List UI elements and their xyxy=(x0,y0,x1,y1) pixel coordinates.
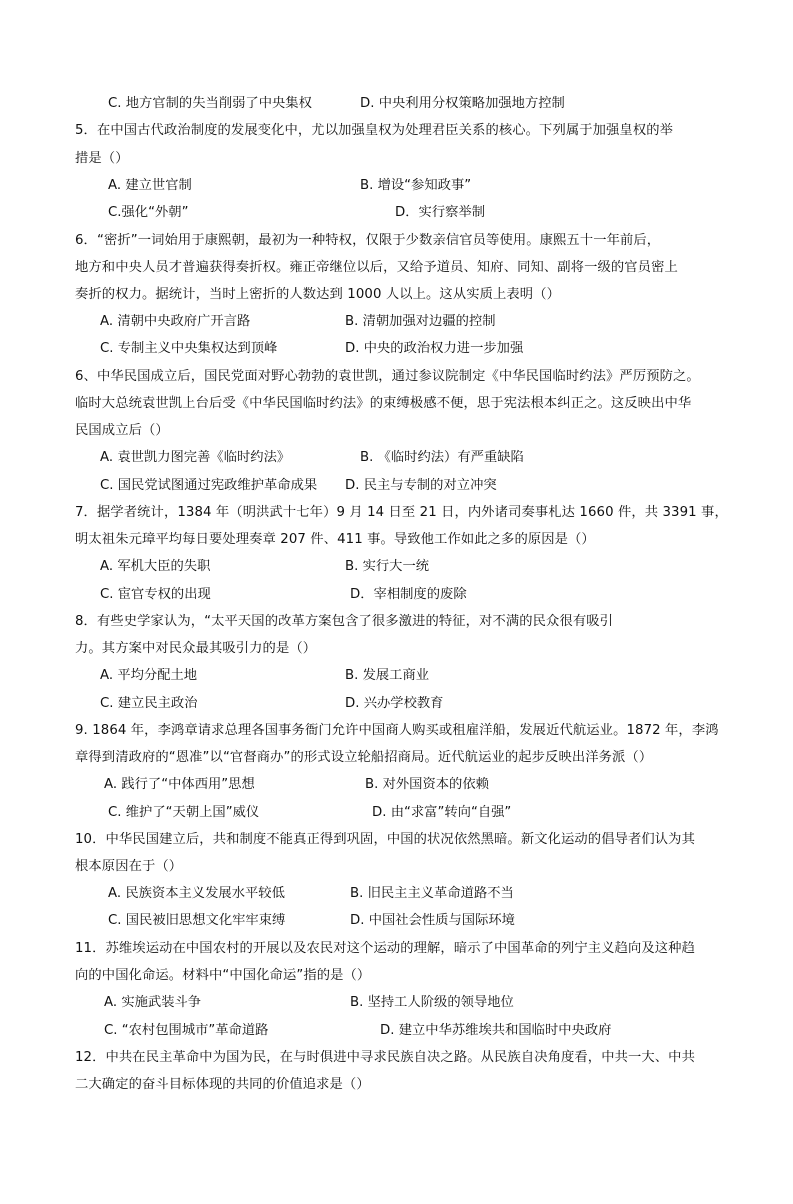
option-b: B. 清朝加强对边疆的控制 xyxy=(345,314,496,329)
question-9-stem: 9. 1864 年，李鸿章请求总理各国事务衙门允许中国商人购买或租雇洋船，发展近代航运业。1872 年，李鸿 xyxy=(75,723,719,738)
option-b: B. 对外国资本的依赖 xyxy=(365,777,489,792)
option-b: B. 坚持工人阶级的领导地位 xyxy=(350,995,514,1010)
question-7-stem-cont: 明太祖朱元璋平均每日要处理奏章 207 件、411 事。导致他工作如此之多的原因是（） xyxy=(75,532,595,547)
question-6b-stem-cont: 民国成立后（） xyxy=(75,423,169,438)
option-a: A. 清朝中央政府广开言路 xyxy=(100,314,251,329)
option-a: A. 民族资本主义发展水平较低 xyxy=(108,886,285,901)
option-c: C.强化“外朝” xyxy=(108,205,189,220)
question-6b-stem: 6、中华民国成立后，国民党面对野心勃勃的袁世凯，通过参议院制定《中华民国临时约法》严厉预防之。 xyxy=(75,369,700,384)
option-b: B. 《临时约法）有严重缺陷 xyxy=(360,450,524,465)
option-a: A. 实施武装斗争 xyxy=(104,995,202,1010)
option-d: D. 兴办学校教育 xyxy=(345,696,444,711)
option-a: A. 平均分配土地 xyxy=(100,668,198,683)
question-9-stem-cont: 章得到清政府的“恩准”以“官督商办”的形式设立轮船招商局。近代航运业的起步反映出洋务派（） xyxy=(75,750,653,765)
question-7-stem: 7．据学者统计，1384 年（明洪武十七年）9 月 14 日至 21 日，内外诸司奏事札达 1660 件，共 3391 事， xyxy=(75,505,728,520)
option-d: D．宰相制度的废除 xyxy=(350,587,467,602)
option-a: A. 袁世凯力图完善《临时约法》 xyxy=(100,450,291,465)
option-c: C. 专制主义中央集权达到顶峰 xyxy=(100,341,278,356)
question-5-stem-cont: 措是（） xyxy=(75,151,129,166)
question-11-stem: 11．苏维埃运动在中国农村的开展以及农民对这个运动的理解，暗示了中国革命的列宁主义趋向及这种趋 xyxy=(75,941,695,956)
question-8-stem-cont: 力。其方案中对民众最其吸引力的是（） xyxy=(75,641,317,656)
option-d: D. 民主与专制的对立冲突 xyxy=(345,478,497,493)
question-10-stem-cont: 根本原因在于（） xyxy=(75,859,183,874)
option-b: B. 发展工商业 xyxy=(345,668,430,683)
option-b: B. 实行大一统 xyxy=(345,559,430,574)
question-6b-stem-cont: 临时大总统袁世凯上台后受《中华民国临时约法》的束缚极感不便，思于宪法根本纠正之。这反映出中华 xyxy=(75,396,692,411)
question-11-stem-cont: 向的中国化命运。材料中“中国化命运”指的是（） xyxy=(75,968,371,983)
option-d: D. 中国社会性质与国际环境 xyxy=(350,913,515,928)
question-6-stem-cont: 奏折的权力。据统计，当时上密折的人数达到 1000 人以上。这从实质上表明（） xyxy=(75,287,560,302)
option-a: A. 军机大臣的失职 xyxy=(100,559,211,574)
question-10-stem: 10．中华民国建立后，共和制度不能真正得到巩固，中国的状况依然黑暗。新文化运动的倡导者们认为其 xyxy=(75,832,695,847)
option-b: B. 增设“参知政事” xyxy=(360,178,472,193)
option-d: D. 中央的政治权力进一步加强 xyxy=(345,341,524,356)
question-12-stem-cont: 二大确定的奋斗目标体现的共同的价值追求是（） xyxy=(75,1077,370,1092)
question-8-stem: 8．有些史学家认为，“太平天国的改革方案包含了很多激进的特征，对不满的民众很有吸引 xyxy=(75,614,614,629)
question-5-stem: 5．在中国古代政治制度的发展变化中，尤以加强皇权为处理君臣关系的核心。下列属于加强皇权的举 xyxy=(75,123,674,138)
question-6-stem: 6．“密折”一词始用于康熙朝，最初为一种特权，仅限于少数亲信官员等使用。康熙五十一年前后， xyxy=(75,233,661,248)
option-c: C. 建立民主政治 xyxy=(100,696,198,711)
option-a: A. 建立世官制 xyxy=(108,178,192,193)
option-c: C. “农村包围城市”革命道路 xyxy=(104,1023,269,1038)
option-c: C. 宦官专权的出现 xyxy=(100,587,211,602)
option-b: B. 旧民主主义革命道路不当 xyxy=(350,886,514,901)
option-c: C. 国民党试图通过宪政维护革命成果 xyxy=(100,478,318,493)
option-d: D. 建立中华苏维埃共和国临时中央政府 xyxy=(380,1023,612,1038)
option-d: D. 中央利用分权策略加强地方控制 xyxy=(360,96,565,111)
option-c: C. 维护了“天朝上国”威仪 xyxy=(108,805,260,820)
option-a: A. 践行了“中体西用”思想 xyxy=(104,777,255,792)
question-6-stem-cont: 地方和中央人员才普遍获得奏折权。雍正帝继位以后，又给予道员、知府、同知、副将一级的官员密上 xyxy=(75,260,678,275)
option-c: C. 国民被旧思想文化牢牢束缚 xyxy=(108,913,286,928)
option-d: D. 由“求富”转向“自强” xyxy=(372,805,512,820)
option-d: D．实行察举制 xyxy=(395,205,486,220)
option-c: C. 地方官制的失当削弱了中央集权 xyxy=(108,96,312,111)
question-12-stem: 12．中共在民主革命中为国为民，在与时俱进中寻求民族自决之路。从民族自决角度看，中共一大、中共 xyxy=(75,1050,695,1065)
